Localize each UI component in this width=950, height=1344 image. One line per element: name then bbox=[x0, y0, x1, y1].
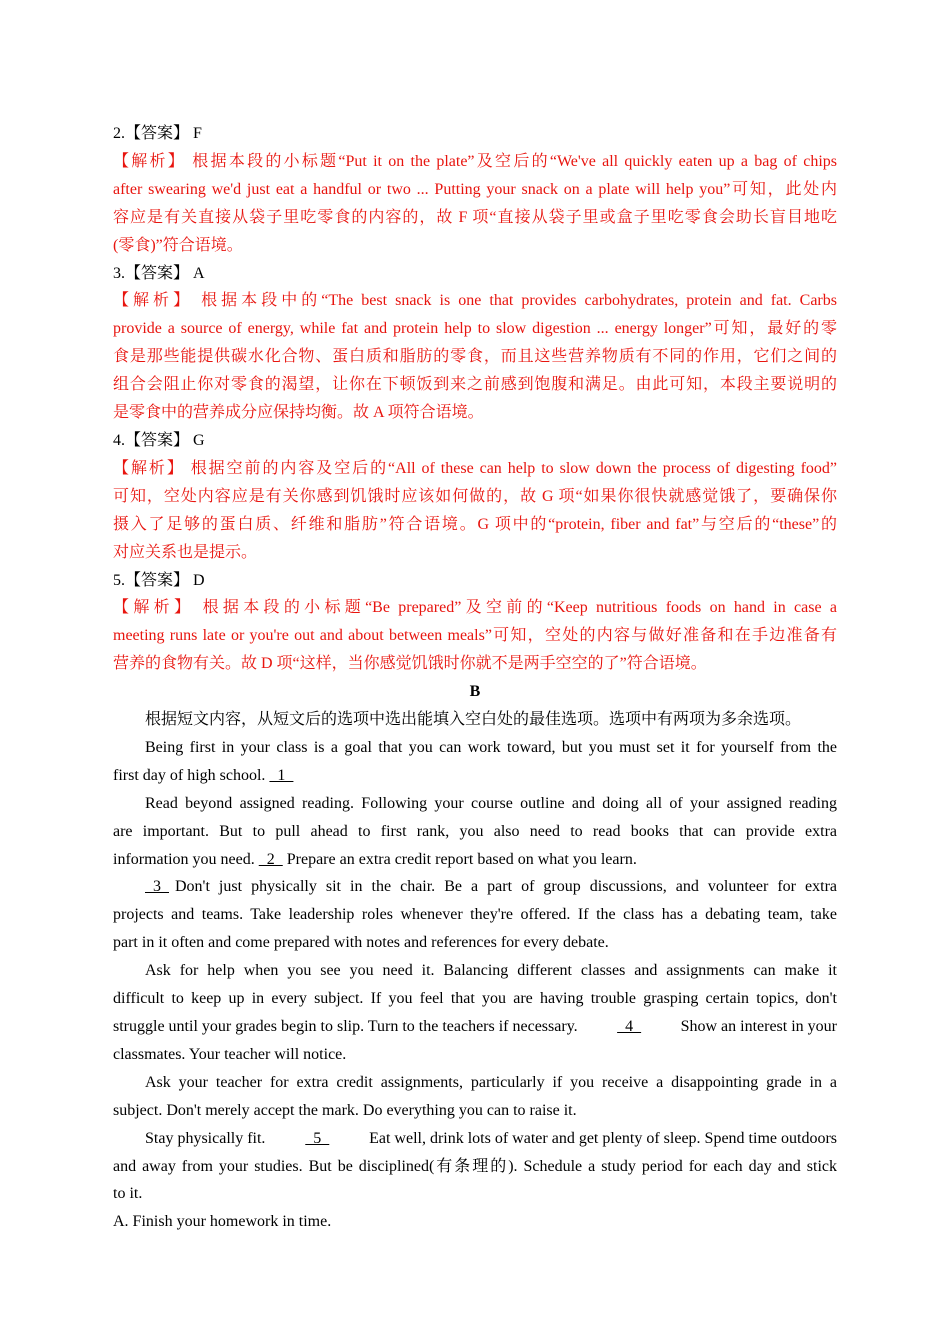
passage-line: classmates. Your teacher will notice. bbox=[113, 1045, 347, 1063]
q4-analysis bbox=[113, 455, 837, 567]
q4-analysis-line: 可知，空处内容应是有关你感到饥饿时应该如何做的，故 G 项“如果你很快就感觉饿了，要确保你 bbox=[113, 487, 837, 505]
q5-answer: 5.【答案】 D bbox=[113, 571, 205, 589]
q2-analysis-line: (零食)”符合语境。 bbox=[113, 236, 243, 254]
passage-line: are important. But to pull ahead to first rank, you also need to read books that can provide extra bbox=[113, 822, 837, 840]
passage-text: Don't just physically sit in the chair. Be a part of group discussions, and volunteer for extra bbox=[175, 878, 837, 896]
passage-text: first day of high school. bbox=[113, 766, 266, 784]
q5-analysis-line: 【解析】 根据本段的小标题“Be prepared”及空前的“Keep nutritious foods on hand in case a bbox=[113, 599, 837, 617]
passage-line: Ask your teacher for extra credit assignments, particularly if you receive a disappointing grade in a bbox=[145, 1073, 837, 1091]
passage-line: Ask for help when you see you need it. Balancing different classes and assignments can make it bbox=[145, 962, 837, 980]
q4-analysis-line: 【解析】 根据空前的内容及空后的“All of these can help to slow down the process of digesting food” bbox=[113, 459, 837, 477]
blank-4[interactable]: 4 bbox=[617, 1018, 642, 1035]
q3-analysis bbox=[113, 287, 837, 427]
passage-text: Eat well, drink lots of water and get plenty of sleep. Spend time outdoors bbox=[369, 1129, 837, 1147]
q2-analysis-line: 【解析】 根据本段的小标题“Put it on the plate”及空后的“We've all quickly eaten up a bag of chips bbox=[113, 152, 837, 170]
q2-analysis-line: after swearing we'd just eat a handful or two ... Putting your snack on a plate will help you”可知，此处内 bbox=[113, 180, 837, 198]
passage-line: projects and teams. Take leadership roles whenever they're offered. If the class has a debating team, take bbox=[113, 906, 837, 924]
blank-3[interactable]: 3 bbox=[145, 878, 169, 896]
passage-line: Read beyond assigned reading. Following your course outline and doing all of your assigned reading bbox=[145, 794, 837, 812]
q4-analysis-line: 摄入了足够的蛋白质、纤维和脂肪”符合语境。G 项中的“protein, fiber and fat”与空后的“these”的 bbox=[113, 515, 837, 533]
q5-analysis-line: meeting runs late or you're out and about between meals”可知，空处的内容与做好准备和在手边准备有 bbox=[113, 627, 837, 645]
blank-1[interactable]: 1 bbox=[269, 766, 294, 784]
q2-answer: 2.【答案】 F bbox=[113, 125, 202, 142]
passage-line: difficult to keep up in every subject. If you feel that you are having trouble grasping certain topics, don't bbox=[113, 990, 837, 1008]
passage-text: Prepare an extra credit report based on what you learn. bbox=[286, 850, 637, 868]
passage-line bbox=[113, 1013, 837, 1041]
passage-text: Stay physically fit. bbox=[145, 1129, 266, 1147]
q3-analysis-line: 组合会阻止你对零食的渴望，让你在下顿饭到来之前感到饱腹和满足。由此可知，本段主要说明的 bbox=[113, 376, 837, 394]
q3-analysis-line: 【解析】 根据本段中的“The best snack is one that provides carbohydrates, protein and fat. Carbs bbox=[113, 292, 837, 310]
passage-line bbox=[113, 873, 837, 901]
passage-line: part in it often and come prepared with notes and references for every debate. bbox=[113, 934, 609, 952]
instruction: 根据短文内容，从短文后的选项中选出能填入空白处的最佳选项。选项中有两项为多余选项。 bbox=[145, 711, 802, 729]
q3-analysis-line: 是零食中的营养成分应保持均衡。故 A 项符合语境。 bbox=[113, 404, 484, 422]
passage-line: and away from your studies. But be disciplined(有条理的). Schedule a study period for each day and stick bbox=[113, 1157, 837, 1175]
passage-text: struggle until your grades begin to slip. Turn to the teachers if necessary. bbox=[113, 1018, 578, 1035]
section-heading: B bbox=[469, 683, 481, 701]
q2-analysis bbox=[113, 148, 837, 260]
q5-analysis bbox=[113, 594, 837, 678]
q3-analysis-line: provide a source of energy, while fat and protein help to slow digestion ... energy longer”可知，最好的零 bbox=[113, 320, 837, 338]
passage-line bbox=[113, 1125, 837, 1153]
blank-2[interactable]: 2 bbox=[258, 850, 283, 868]
passage-line bbox=[113, 762, 837, 790]
document-page bbox=[113, 120, 837, 1236]
q5-analysis-line: 营养的食物有关。故 D 项“这样，当你感觉饥饿时你就不是两手空空的了”符合语境。 bbox=[113, 655, 707, 673]
option-a: A. Finish your homework in time. bbox=[113, 1213, 332, 1231]
q3-analysis-line: 食是那些能提供碳水化合物、蛋白质和脂肪的零食，而且这些营养物质有不同的作用，它们之间的 bbox=[113, 348, 837, 366]
passage-line: Being first in your class is a goal that you can work toward, but you must set it for yourself from the bbox=[145, 738, 837, 756]
q4-answer: 4.【答案】 G bbox=[113, 431, 205, 449]
passage-line: to it. bbox=[113, 1185, 143, 1203]
passage-text: Show an interest in your bbox=[680, 1018, 837, 1035]
passage-line: subject. Don't merely accept the mark. Do everything you can to raise it. bbox=[113, 1101, 577, 1119]
q4-analysis-line: 对应关系也是提示。 bbox=[113, 543, 258, 561]
passage-text: information you need. bbox=[113, 850, 255, 868]
q3-answer: 3.【答案】 A bbox=[113, 264, 205, 282]
blank-5[interactable]: 5 bbox=[305, 1129, 330, 1147]
passage-line bbox=[113, 846, 837, 874]
q2-analysis-line: 容应是有关直接从袋子里吃零食的内容的，故 F 项“直接从袋子里或盒子里吃零食会助长盲目地吃 bbox=[113, 208, 837, 226]
